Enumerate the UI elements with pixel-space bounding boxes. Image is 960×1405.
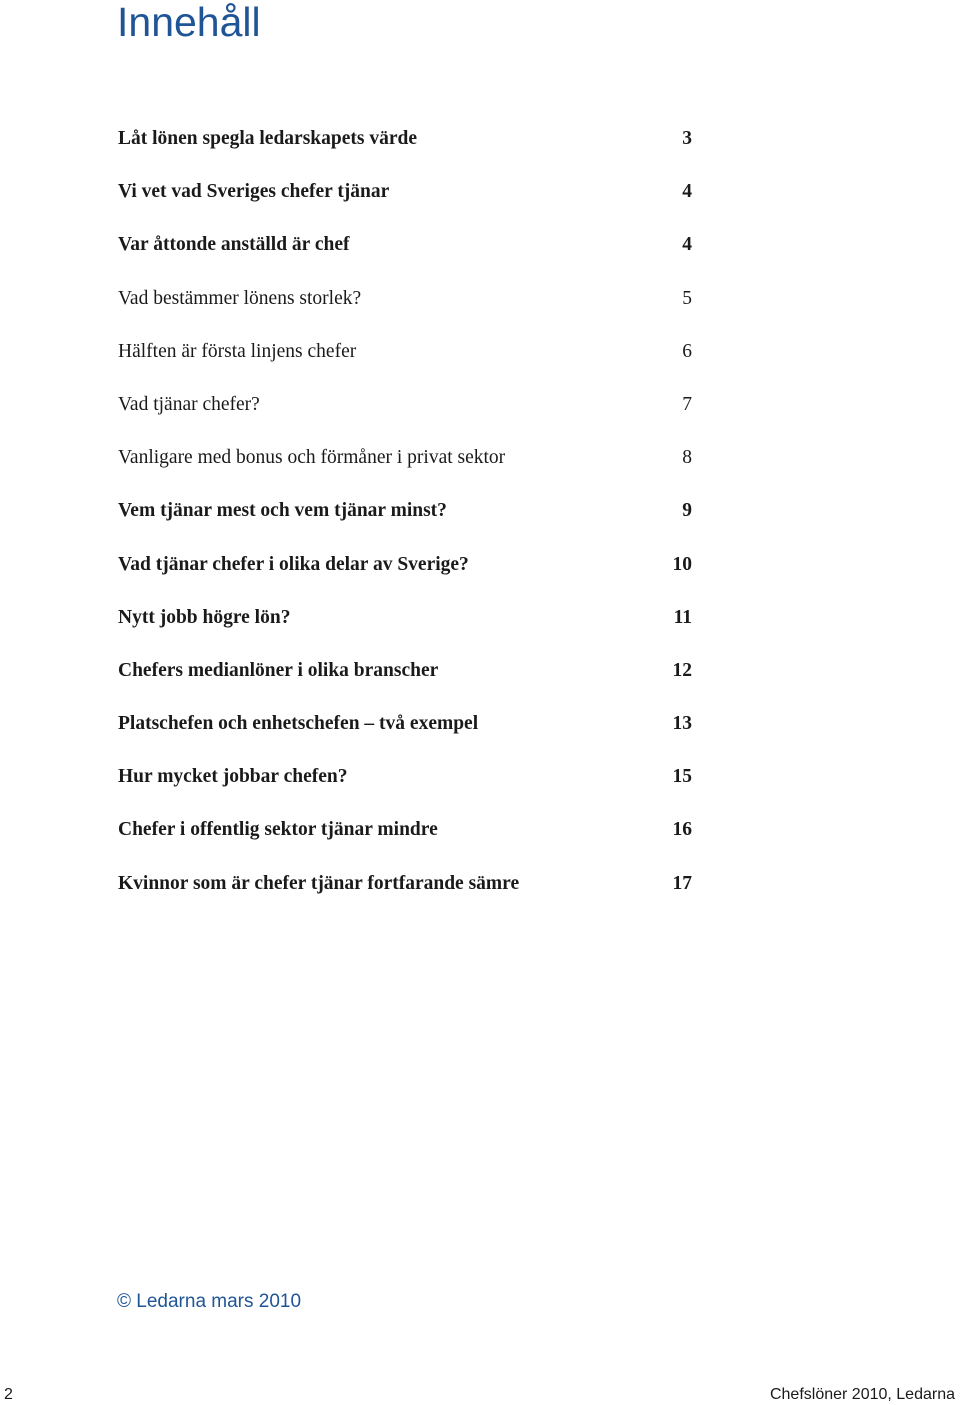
toc-entry-page-number: 7 [682,393,692,415]
toc-entry-title: Vi vet vad Sveriges chefer tjänar [118,181,390,203]
toc-entry[interactable] [118,551,692,604]
toc-entry-title: Vanligare med bonus och förmåner i privat sektor [118,447,506,469]
toc-entry-title: Hur mycket jobbar chefen? [118,766,348,788]
toc-entry[interactable] [118,231,692,284]
toc-entry-title: Nytt jobb högre lön? [118,606,291,628]
toc-entry-page-number: 3 [682,128,692,149]
toc-entry-title: Chefer i offentlig sektor tjänar mindre [118,819,438,841]
toc-entry[interactable] [118,657,692,710]
toc-entry[interactable] [118,125,692,178]
copyright-notice: © Ledarna mars 2010 [117,1291,302,1312]
toc-entry[interactable] [118,497,692,550]
toc-entry[interactable] [118,604,692,657]
toc-entry-title: Var åttonde anställd är chef [118,234,350,256]
toc-entry-title: Vad bestämmer lönens storlek? [118,287,362,309]
toc-entry[interactable] [118,710,692,763]
toc-entry-title: Vem tjänar mest och vem tjänar minst? [118,500,447,522]
toc-entry-title: Vad tjänar chefer i olika delar av Sverige? [118,553,469,575]
toc-entry[interactable] [118,285,692,338]
toc-entry-page-number: 6 [682,340,692,362]
toc-entry-title: Hälften är första linjens chefer [118,340,357,362]
toc-entry-page-number: 16 [672,819,692,841]
toc-entry[interactable] [118,870,692,923]
toc-entry[interactable] [118,338,692,391]
page-title: Innehåll [117,0,261,45]
toc-entry-title: Kvinnor som är chefer tjänar fortfarande sämre [118,872,520,894]
toc-entry-title: Låt lönen spegla ledarskapets värde [118,128,418,149]
toc-entry-page-number: 4 [682,181,692,203]
toc-entry[interactable] [118,763,692,816]
toc-entry-page-number: 9 [682,500,692,522]
footer-publication-title: Chefslöner 2010, Ledarna [769,1386,955,1403]
toc-entry-page-number: 5 [682,287,692,309]
toc-entry-page-number: 4 [682,234,692,256]
toc-entry[interactable] [118,391,692,444]
toc-entry-title: Vad tjänar chefer? [118,393,260,415]
toc-entry-page-number: 11 [673,606,692,628]
toc-entry-page-number: 8 [682,447,692,469]
toc-entry-page-number: 17 [672,872,692,894]
toc-entry-page-number: 15 [672,766,692,788]
toc-entry[interactable] [118,444,692,497]
toc-entry-page-number: 12 [672,659,692,681]
toc-entry[interactable] [118,178,692,231]
toc-entry-page-number: 13 [672,713,692,735]
toc-entry[interactable] [118,816,692,869]
toc-entry-title: Platschefen och enhetschefen – två exempel [118,713,479,735]
table-of-contents [118,125,692,923]
toc-entry-title: Chefers medianlöner i olika branscher [118,659,439,681]
toc-entry-page-number: 10 [672,553,692,575]
footer-page-number: 2 [4,1386,13,1403]
